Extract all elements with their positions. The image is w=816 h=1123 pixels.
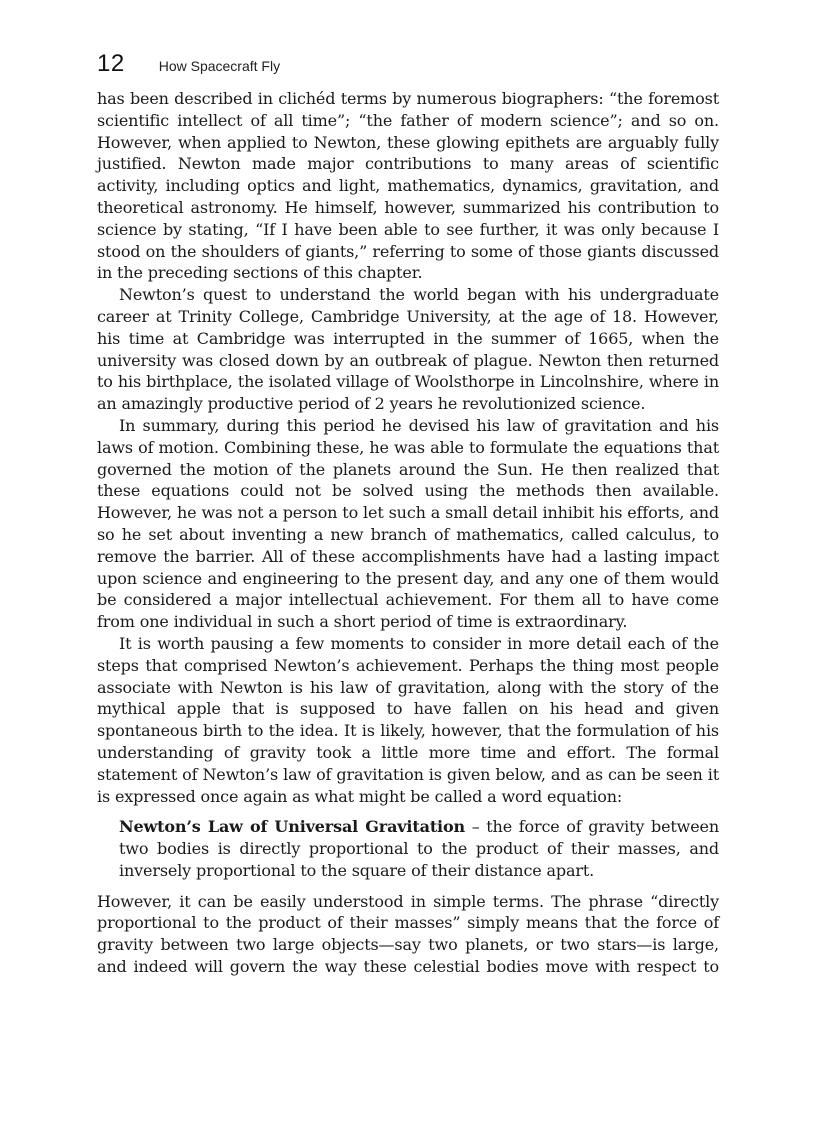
running-head — [97, 50, 719, 88]
law-title: Newton’s Law of Universal Gravitation — [119, 817, 465, 837]
book-page — [97, 50, 719, 978]
paragraph-2: Newton’s quest to understand the world began with his undergraduate career at Trinity College, Cambridge University, at the age of 18. However, his time at Cambridge was interrupted in the summer of 1665, when the university was closed down by an outbreak of plague. Newton then returned to his birthplace, the isolated village of Woolsthorpe in Lincolnshire, where in an amazingly productive period of 2 years he revolutionized science. — [97, 285, 719, 414]
law-text: – the force of gravity between two bodies is directly proportional to the product of their masses, and inversely proportional to the square of their distance apart. — [119, 817, 720, 880]
law-statement — [119, 816, 719, 881]
body-text — [97, 88, 719, 978]
paragraph-3: In summary, during this period he devised his law of gravitation and his laws of motion. Combining these, he was able to formulate the equations that governed the motion of the planets around the Sun. He then realized that these equations could not be solved using the methods then available. However, he was not a person to let such a small detail inhibit his efforts, and so he set about inventing a new branch of mathematics, called calculus, to remove the barrier. All of these accomplishments have had a lasting impact upon science and engineering to the present day, and any one of them would be considered a major intellectual achievement. For them all to have come from one individual in such a short period of time is extraordinary. — [97, 415, 719, 632]
running-title: How Spacecraft Fly — [158, 58, 281, 74]
paragraph-5: However, it can be easily understood in simple terms. The phrase “directly proportional to the product of their masses” simply means that the force of gravity between two large objects—say two planets, or two stars—is large, and indeed will govern the way these celestial bodies move with respect to — [97, 891, 719, 977]
page-number: 12 — [97, 50, 125, 77]
paragraph-4: It is worth pausing a few moments to consider in more detail each of the steps that comprised Newton’s achievement. Perhaps the thing most people associate with Newton is his law of gravitation, along with the story of the mythical apple that is supposed to have fallen on his head and given spontaneous birth to the idea. It is likely, however, that the formulation of his understanding of gravity took a little more time and effort. The formal statement of Newton’s law of gravitation is given below, and as can be seen it is expressed once again as what might be called a word equation: — [97, 633, 719, 806]
paragraph-1: has been described in clichéd terms by numerous biographers: “the foremost scientific intellect of all time”; “the father of modern science”; and so on. However, when applied to Newton, these glowing epithets are arguably fully justified. Newton made major contributions to many areas of scientific activity, including optics and light, mathematics, dynamics, gravitation, and theoretical astronomy. He himself, however, summarized his contribution to science by stating, “If I have been able to see further, it was only because I stood on the shoulders of giants,” referring to some of those giants discussed in the preceding sections of this chapter. — [97, 89, 719, 283]
